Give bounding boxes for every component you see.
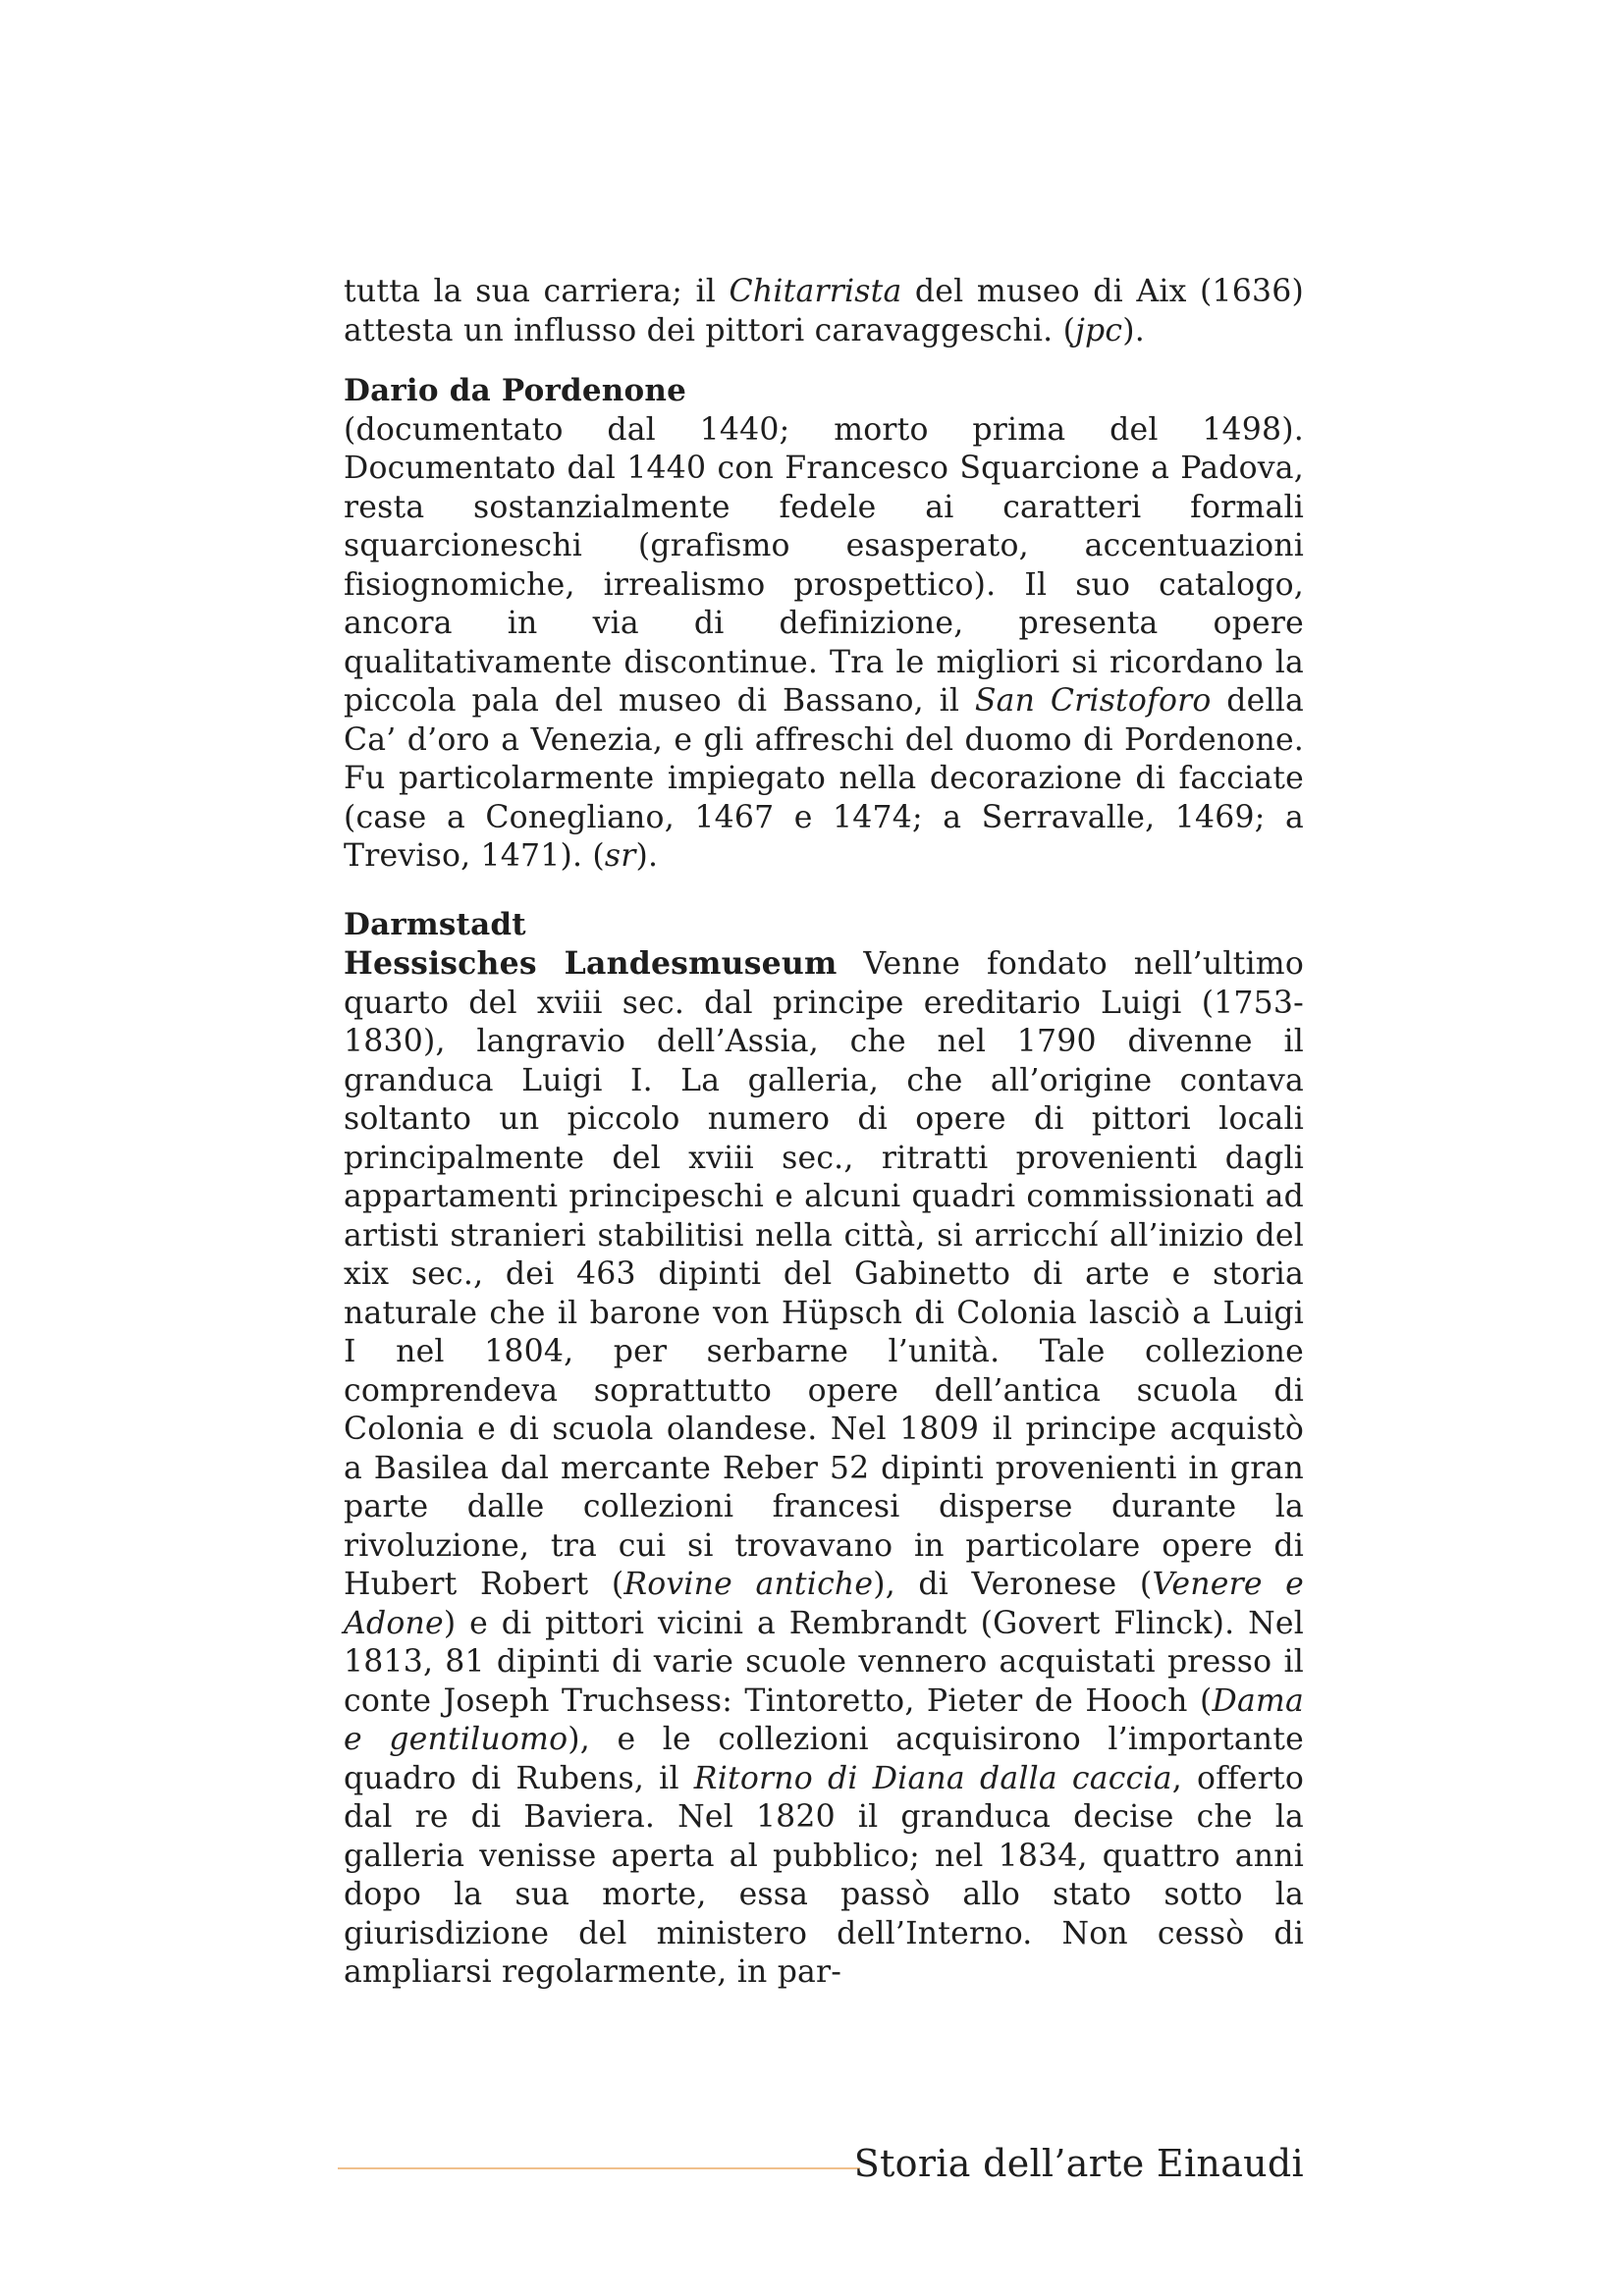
text: Venne fondato nell’ultimo quarto del xviii sec. dal principe ereditario Luigi (1753-1830), langravio dell’Assia, che nel 1790 divenne il granduca Luigi I. La galleria, che all’origine contava soltanto un piccolo numero di opere di pittori locali principalmente del xviii sec., ritratti provenienti dagli appartamenti principeschi e alcuni quadri commissionati ad artisti stranieri stabilitisi nella città, si arricchí all’inizio del xix sec., dei 463 dipinti del Gabinetto di arte e storia naturale che il barone von Hüpsch di Colonia lasciò a Luigi I nel 1804, per serbarne l’unità. Tale collezione comprendeva soprattutto opere dell’antica scuola di Colonia e di scuola olandese. Nel 1809 il principe acquistò a Basilea dal mercante Reber 52 dipinti provenienti in gran parte dalle collezioni francesi disperse durante la rivoluzione, tra cui si trovavano in particolare opere di Hubert Robert ( (344, 946, 1304, 1602)
text: ), di Veronese ( (873, 1567, 1153, 1602)
text: ). (635, 838, 659, 874)
dario-paragraph (344, 411, 1304, 877)
artwork-title: Dama e gentiluomo (344, 1682, 1304, 1757)
artwork-title: San Cristoforo (974, 683, 1212, 719)
text: , offerto dal re di Baviera. Nel 1820 il granduca decise che la galleria venisse aperta al pubblico; nel 1834, quattro anni dopo la sua morte, essa passò allo stato sotto la giurisdizione del ministero dell’Interno. Non cessò di ampliarsi regolarmente, in par- (344, 1760, 1304, 1990)
text: tutta la sua carriera; il (344, 274, 730, 309)
artwork-title: Ritorno di Diana dalla caccia (693, 1760, 1172, 1796)
artwork-title: Venere e Adone (344, 1567, 1304, 1641)
text: ), e le collezioni acquisirono l’importante quadro di Rubens, il (344, 1722, 1304, 1796)
entry-heading-dario: Dario da Pordenone (344, 373, 687, 408)
text: ). (1122, 312, 1145, 348)
footer-rule (338, 2167, 860, 2169)
text: del museo di Aix (1636) attesta un influsso dei pittori caravaggeschi. ( (344, 274, 1304, 348)
text: (documentato dal 1440; morto prima del 1498). Documentato dal 1440 con Francesco Squarcione a Padova, resta sostanzialmente fedele ai caratteri formali squarcioneschi (grafismo esasperato, accentuazioni fisiognomiche, irrealismo prospettico). Il suo catalogo, ancora in via di definizione, presenta opere qualitativamente discontinue. Tra le migliori si ricordano la piccola pala del museo di Bassano, il (344, 411, 1304, 719)
entry-heading-darmstadt: Darmstadt (344, 906, 526, 942)
page-footer (338, 2138, 1304, 2189)
page-body (344, 273, 1304, 1993)
intro-paragraph (344, 273, 1304, 350)
text: della Ca’ d’oro a Venezia, e gli affreschi del duomo di Pordenone. Fu particolarmente impiegato nella decorazione di facciate (case a Conegliano, 1467 e 1474; a Serravalle, 1469; a Treviso, 1471). ( (344, 683, 1304, 874)
footer-brand: Storia dell’arte Einaudi (853, 2142, 1304, 2185)
author-initials: sr (604, 838, 636, 874)
author-initials: jpc (1075, 312, 1123, 348)
text: ) e di pittori vicini a Rembrandt (Govert Flinck). Nel 1813, 81 dipinti di varie scuole vennero acquistati presso il conte Joseph Truchsess: Tintoretto, Pieter de Hooch ( (344, 1605, 1304, 1719)
darmstadt-paragraph (344, 944, 1304, 1993)
institution-name: Hessisches Landesmuseum (344, 945, 838, 982)
artwork-title: Chitarrista (729, 274, 902, 309)
artwork-title: Rovine antiche (623, 1567, 874, 1602)
